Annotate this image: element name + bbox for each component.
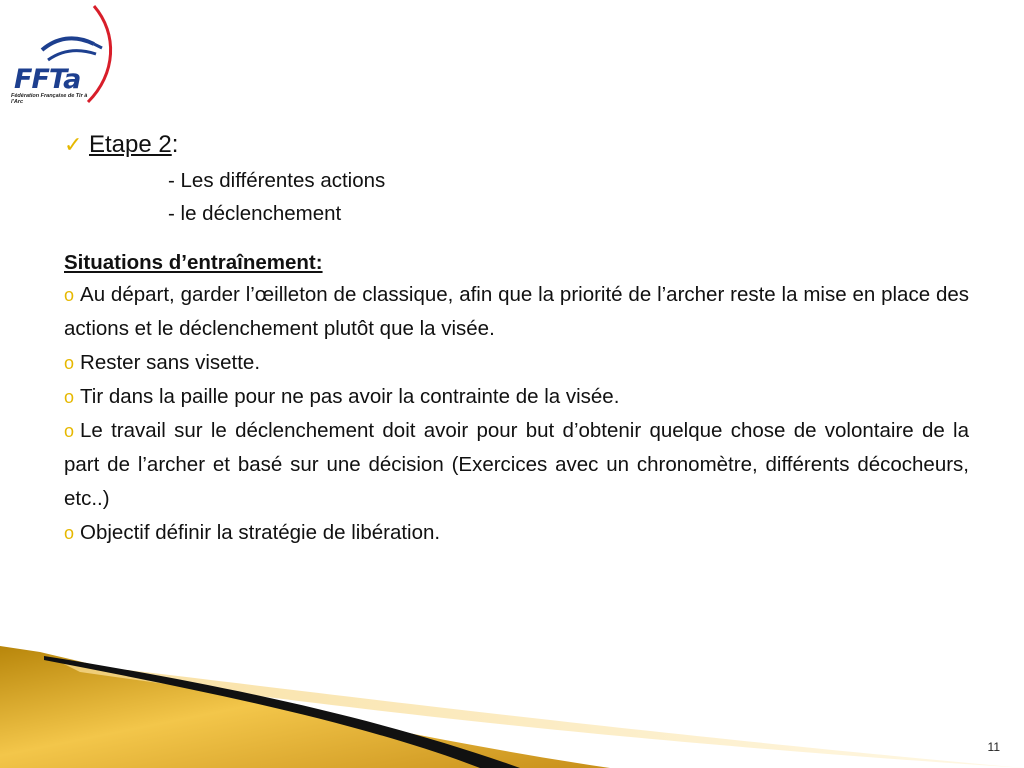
logo-wordmark: FFTa — [14, 64, 81, 95]
bullet-text: Rester sans visette. — [80, 351, 261, 374]
logo-subtitle: Fédération Française de Tir à l'Arc — [11, 93, 88, 105]
page-number: 11 — [987, 740, 1000, 754]
step-item: - le déclenchement — [168, 202, 342, 225]
situations-title: Situations d’entraînement: — [64, 251, 323, 274]
circle-bullet-icon: o — [64, 285, 75, 305]
step-colon: : — [171, 131, 179, 158]
bullet-text: Le travail sur le déclenchement doit avoir pour but d’obtenir quelque chose de volontaire de la part de l’archer et basé sur une décision (Exercices avec un chronomètre, différents décocheurs, etc..) — [64, 419, 969, 510]
circle-bullet-icon: o — [64, 421, 75, 441]
circle-bullet-icon: o — [64, 353, 75, 373]
bullet-text: Tir dans la paille pour ne pas avoir la contrainte de la visée. — [80, 385, 620, 408]
step-label: Etape 2 — [89, 131, 172, 158]
checkmark-icon: ✓ — [64, 132, 83, 157]
circle-bullet-icon: o — [64, 523, 75, 543]
bullet-text: Objectif définir la stratégie de libération. — [80, 521, 441, 544]
circle-bullet-icon: o — [64, 387, 75, 407]
step-item: - Les différentes actions — [168, 169, 386, 192]
bullet-text: Au départ, garder l’œilleton de classique, afin que la priorité de l’archer reste la mise en place des actions et le déclenchement plutôt que la visée. — [64, 283, 969, 340]
